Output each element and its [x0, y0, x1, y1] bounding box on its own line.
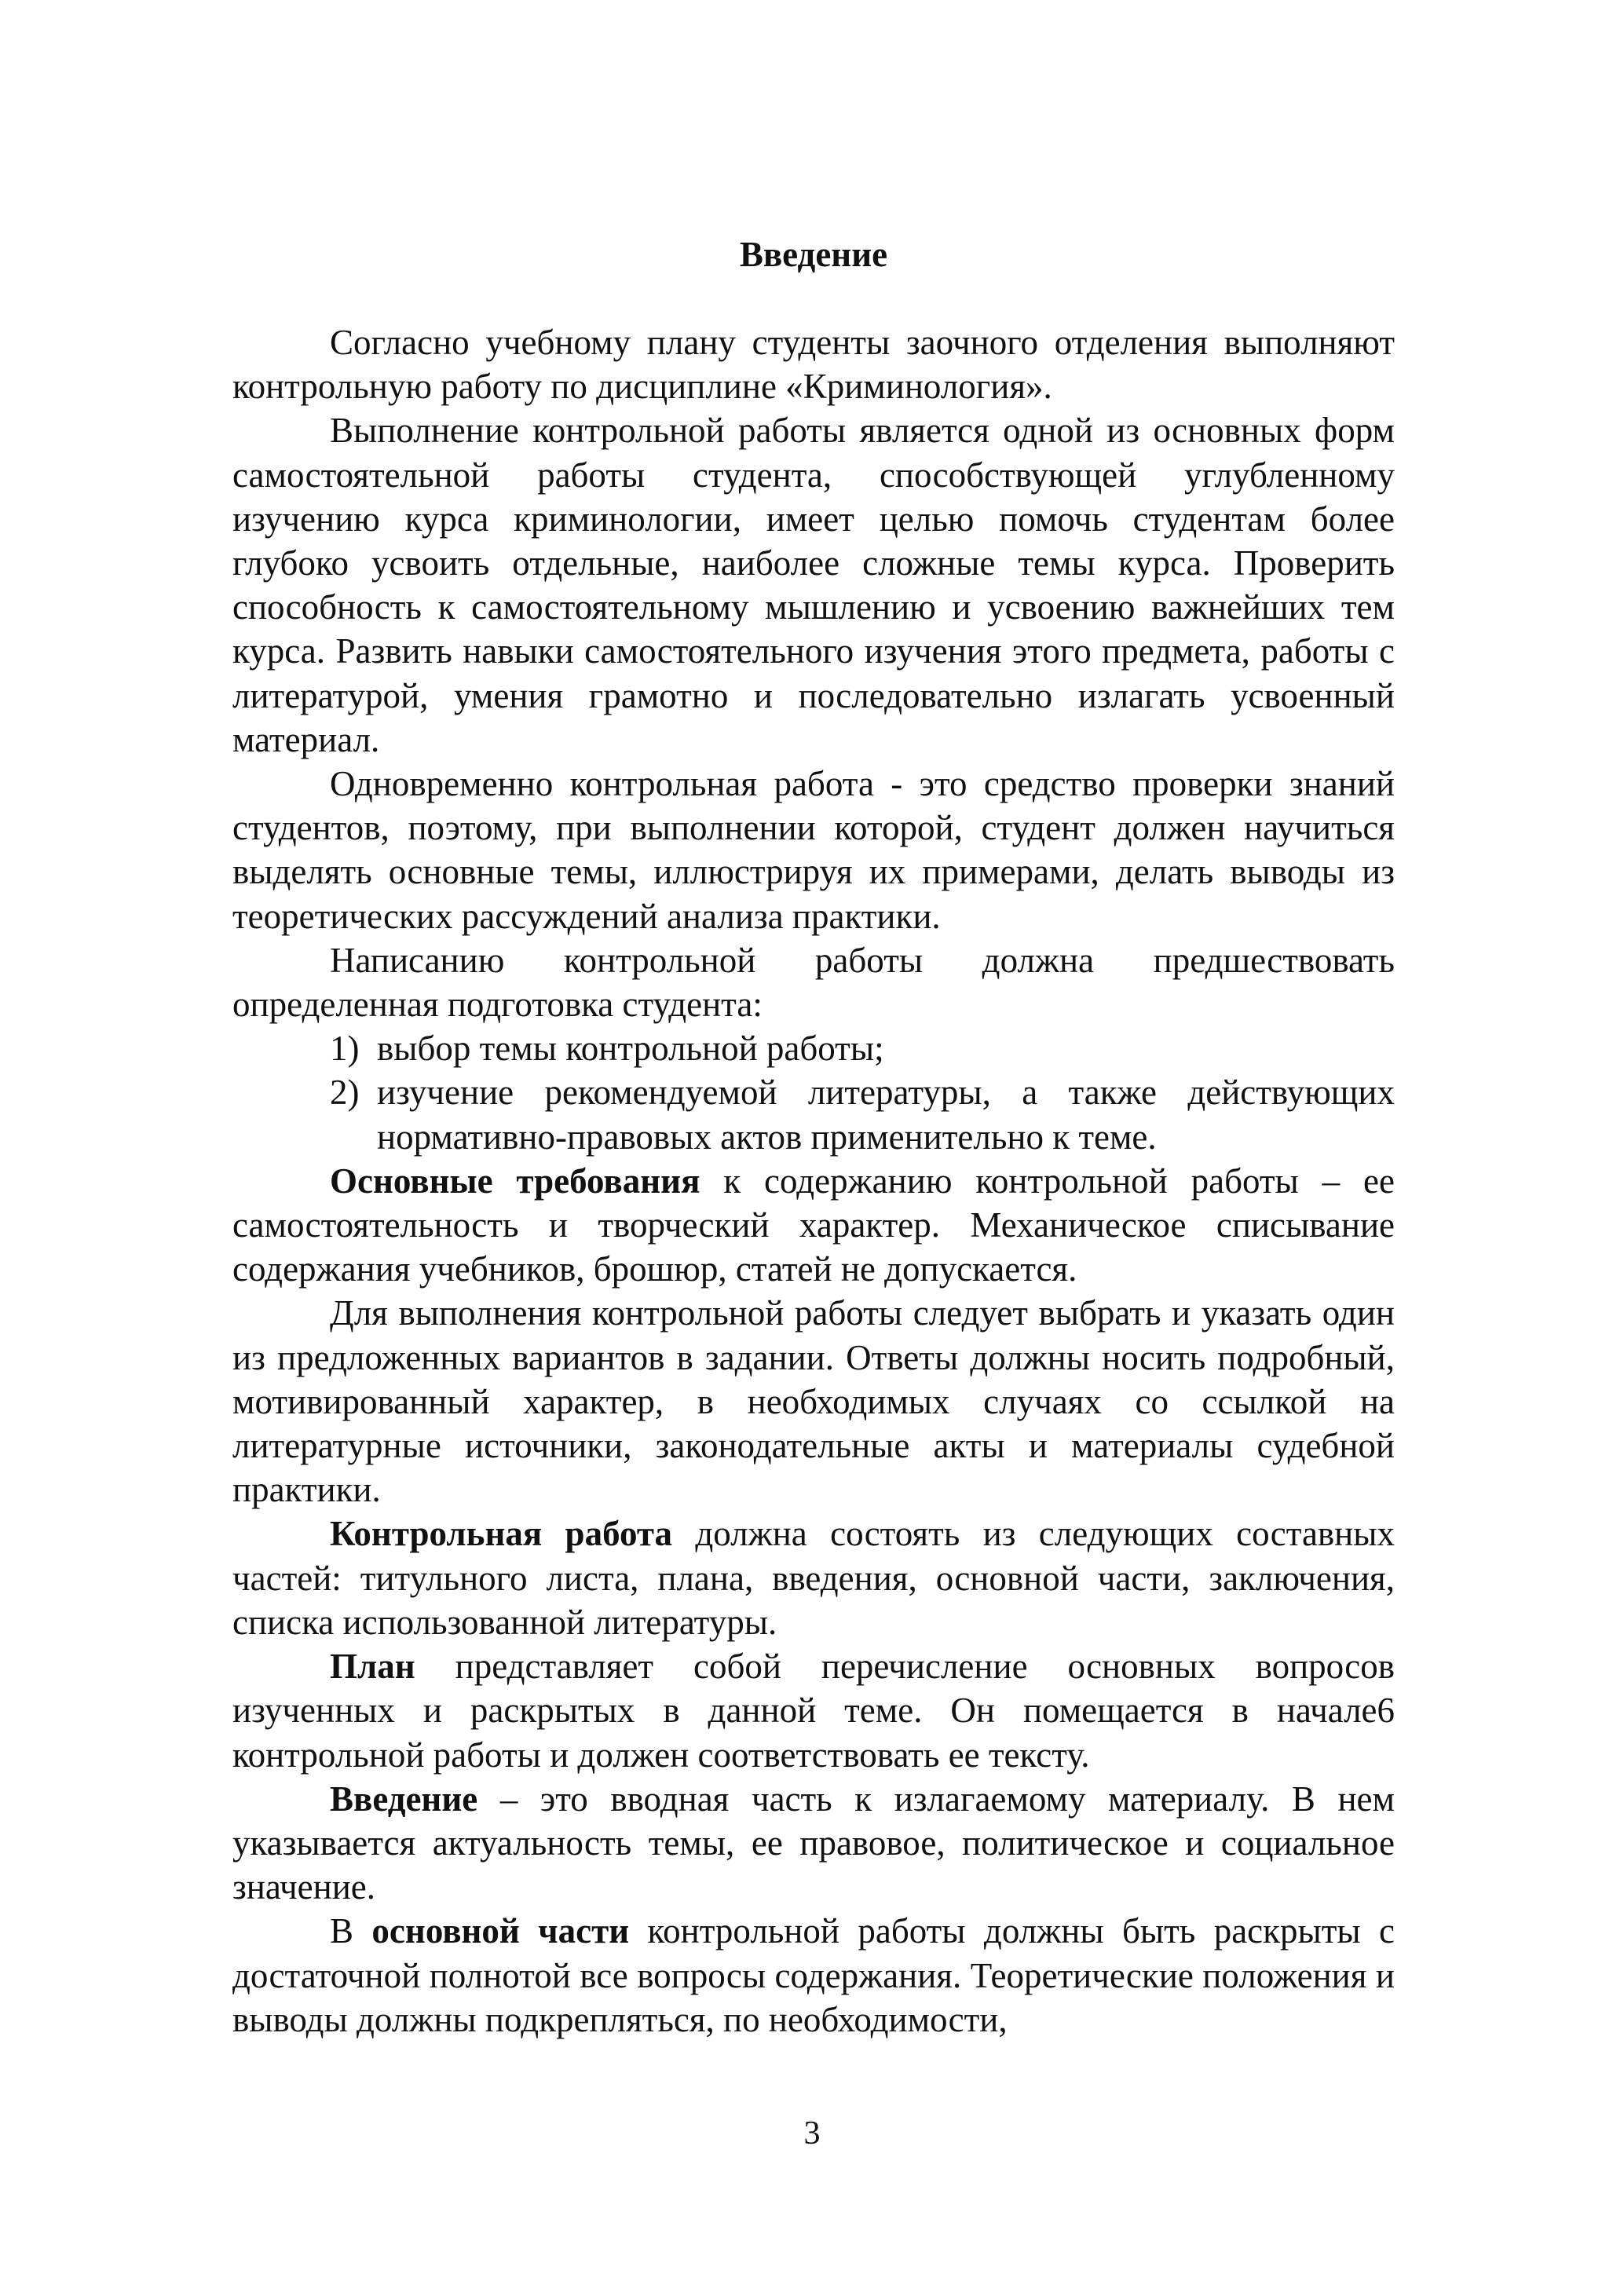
- paragraph-variant: Для выполнения контрольной работы следует выбрать и указать один из предложенных вариантов в задании. Ответы должны носить подробный, мотивированный характер, в необходимых случаях со ссылкой на литературные источники, законодательные акты и материалы судебной практики.: [232, 1293, 1395, 1510]
- paragraph-plan: [232, 1644, 1395, 1777]
- bold-term: основной части: [371, 1911, 630, 1951]
- paragraph-text: представляет собой перечисление основных вопросов изученных и раскрытых в данной теме. Он помещается в начале6 контрольной работы и должен соответствовать ее тексту.: [232, 1647, 1395, 1775]
- paragraph-structure: [232, 1512, 1395, 1644]
- bold-term: План: [330, 1647, 415, 1687]
- paragraph-curriculum: Согласно учебному плану студенты заочного отделения выполняют контрольную работу по дисциплине «Криминология».: [232, 323, 1395, 407]
- paragraph-text: к содержанию контрольной работы – ее самостоятельность и творческий характер. Механическое списывание содержания учебников, брошюр, статей не допускается.: [232, 1161, 1395, 1289]
- page-content: [232, 232, 1395, 2042]
- list-item-number: 1): [330, 1029, 360, 1069]
- bold-term: Основные требования: [330, 1161, 700, 1201]
- paragraph-verification: Одновременно контрольная работа - это средство проверки знаний студентов, поэтому, при выполнении которой, студент должен научиться выделять основные темы, иллюстрируя их примерами, делать выводы из теоретических рассуждений анализа практики.: [232, 764, 1395, 936]
- paragraph-text: – это вводная часть к излагаемому материалу. В нем указывается актуальность темы, ее правовое, политическое и социальное значение.: [232, 1779, 1395, 1907]
- paragraph-text: В: [330, 1911, 372, 1951]
- list-item-number: 2): [330, 1073, 360, 1113]
- list-item-text: выбор темы контрольной работы;: [377, 1029, 884, 1069]
- paragraph-purpose: Выполнение контрольной работы является одной из основных форм самостоятельной работы студента, способствующей углубленному изучению курса криминологии, имеет целью помочь студентам более глубоко усвоить отдельные, наиболее сложные темы курса. Проверить способность к самостоятельному мышлению и усвоению важнейших тем курса. Развить навыки самостоятельного изучения этого предмета, работы с литературой, умения грамотно и последовательно излагать усвоенный материал.: [232, 411, 1395, 759]
- list-item: [232, 1070, 1395, 1158]
- bold-term: Введение: [330, 1779, 478, 1819]
- page-number: 3: [803, 2115, 821, 2152]
- paragraph-text: должна состоять из следующих составных частей: титульного листа, плана, введения, основной части, заключения, списка использованной литературы.: [232, 1514, 1395, 1642]
- paragraph-preparation: Написанию контрольной работы должна предшествовать определенная подготовка студента:: [232, 940, 1395, 1025]
- paragraph-requirements: [232, 1159, 1395, 1292]
- bold-term: Контрольная работа: [330, 1514, 673, 1554]
- section-title: Введение: [739, 235, 888, 274]
- paragraph-intro: [232, 1777, 1395, 1910]
- paragraph-text: контрольной работы должны быть раскрыты с достаточной полнотой все вопросы содержания. Теоретические положения и выводы должны подкрепляться, по необходимости,: [232, 1911, 1395, 2039]
- paragraph-main-part: [232, 1909, 1395, 2042]
- list-item: [232, 1026, 1395, 1070]
- list-item-text: изучение рекомендуемой литературы, а также действующих нормативно-правовых актов применительно к теме.: [377, 1073, 1395, 1157]
